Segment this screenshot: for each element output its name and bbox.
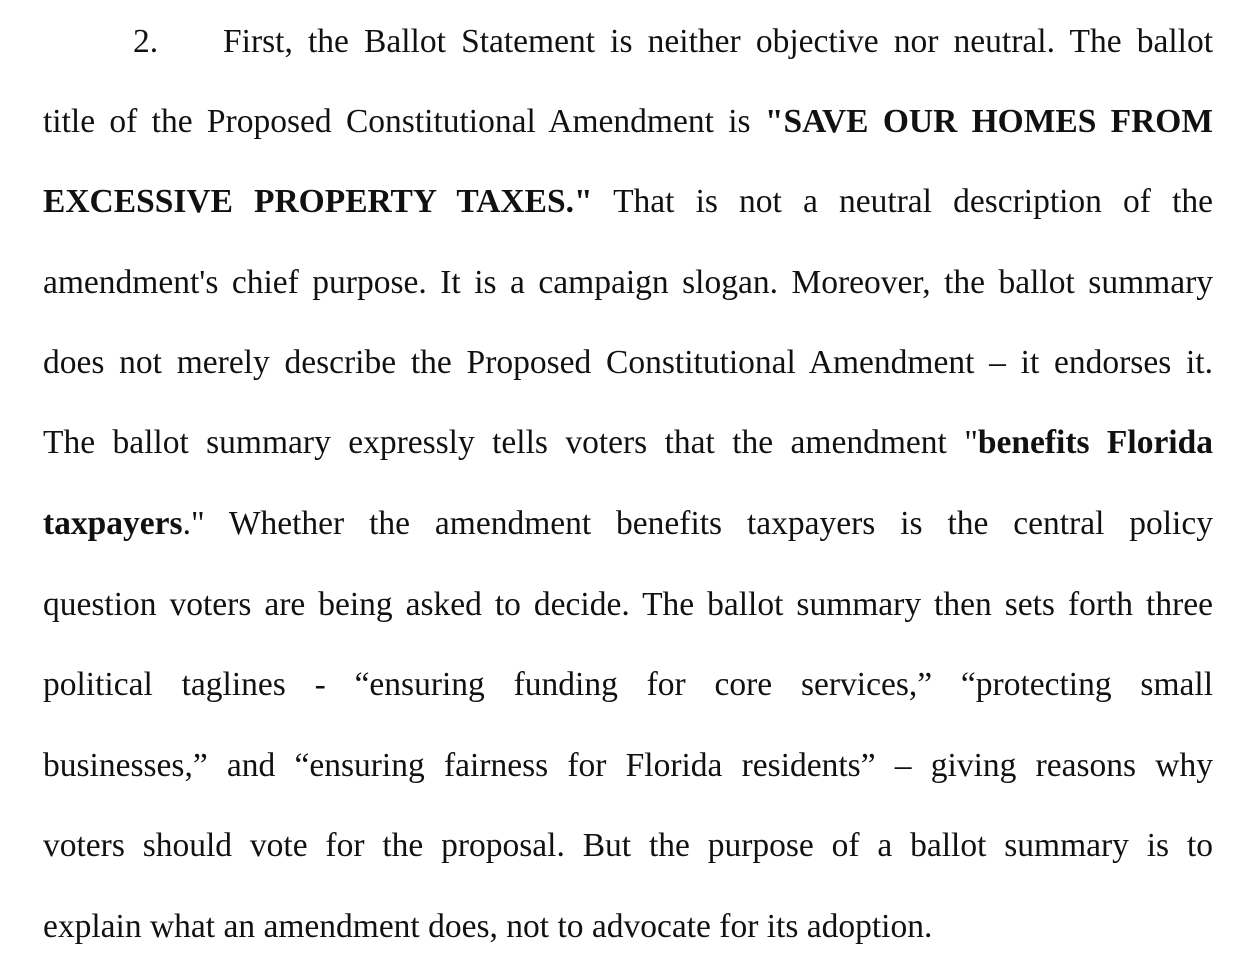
- line-segment: title of the Proposed Constitutional Amendment is: [43, 103, 765, 140]
- line-segment: does not merely describe the Proposed Constitutional Amendment – it endorses it.: [43, 344, 1213, 381]
- line-segment: businesses,” and “ensuring fairness for Florida residents” – giving reasons why: [43, 747, 1213, 784]
- line-segment: explain what an amendment does, not to advocate for its adoption.: [43, 908, 933, 945]
- line-segment: ." Whether the amendment benefits taxpayers is the central policy: [182, 505, 1213, 542]
- paragraph-line-10: [43, 741, 1213, 791]
- line-segment: question voters are being asked to decide. The ballot summary then sets forth three: [43, 586, 1213, 623]
- paragraph-line-12: [43, 902, 1213, 952]
- line-segment: amendment's chief purpose. It is a campaign slogan. Moreover, the ballot summary: [43, 264, 1213, 301]
- paragraph-line-2: [43, 97, 1213, 147]
- ballot-title-text: EXCESSIVE PROPERTY TAXES.": [43, 183, 593, 220]
- quoted-bold-text: taxpayers: [43, 505, 183, 542]
- line-segment: That is not a neutral description of the: [592, 183, 1213, 220]
- paragraph-line-3: [43, 177, 1213, 227]
- paragraph-line-6: [43, 418, 1213, 468]
- paragraph-line-11: [43, 821, 1213, 871]
- line-segment: The ballot summary expressly tells voters that the amendment ": [43, 424, 978, 461]
- paragraph-line-7: [43, 499, 1213, 549]
- paragraph-line-5: [43, 338, 1213, 388]
- line-segment: First, the Ballot Statement is neither objective nor neutral. The ballot: [223, 23, 1213, 60]
- paragraph-line-1: [43, 17, 1213, 67]
- paragraph-line-8: [43, 580, 1213, 630]
- document-page: [43, 0, 1213, 966]
- paragraph-line-9: [43, 660, 1213, 710]
- paragraph-number: 2.: [133, 23, 159, 60]
- line-segment: voters should vote for the proposal. But the purpose of a ballot summary is to: [43, 827, 1213, 864]
- line-segment: political taglines - “ensuring funding for core services,” “protecting small: [43, 666, 1213, 703]
- paragraph-line-4: [43, 258, 1213, 308]
- quoted-bold-text: benefits Florida: [977, 424, 1213, 461]
- ballot-title-text: "SAVE OUR HOMES FROM: [764, 103, 1213, 140]
